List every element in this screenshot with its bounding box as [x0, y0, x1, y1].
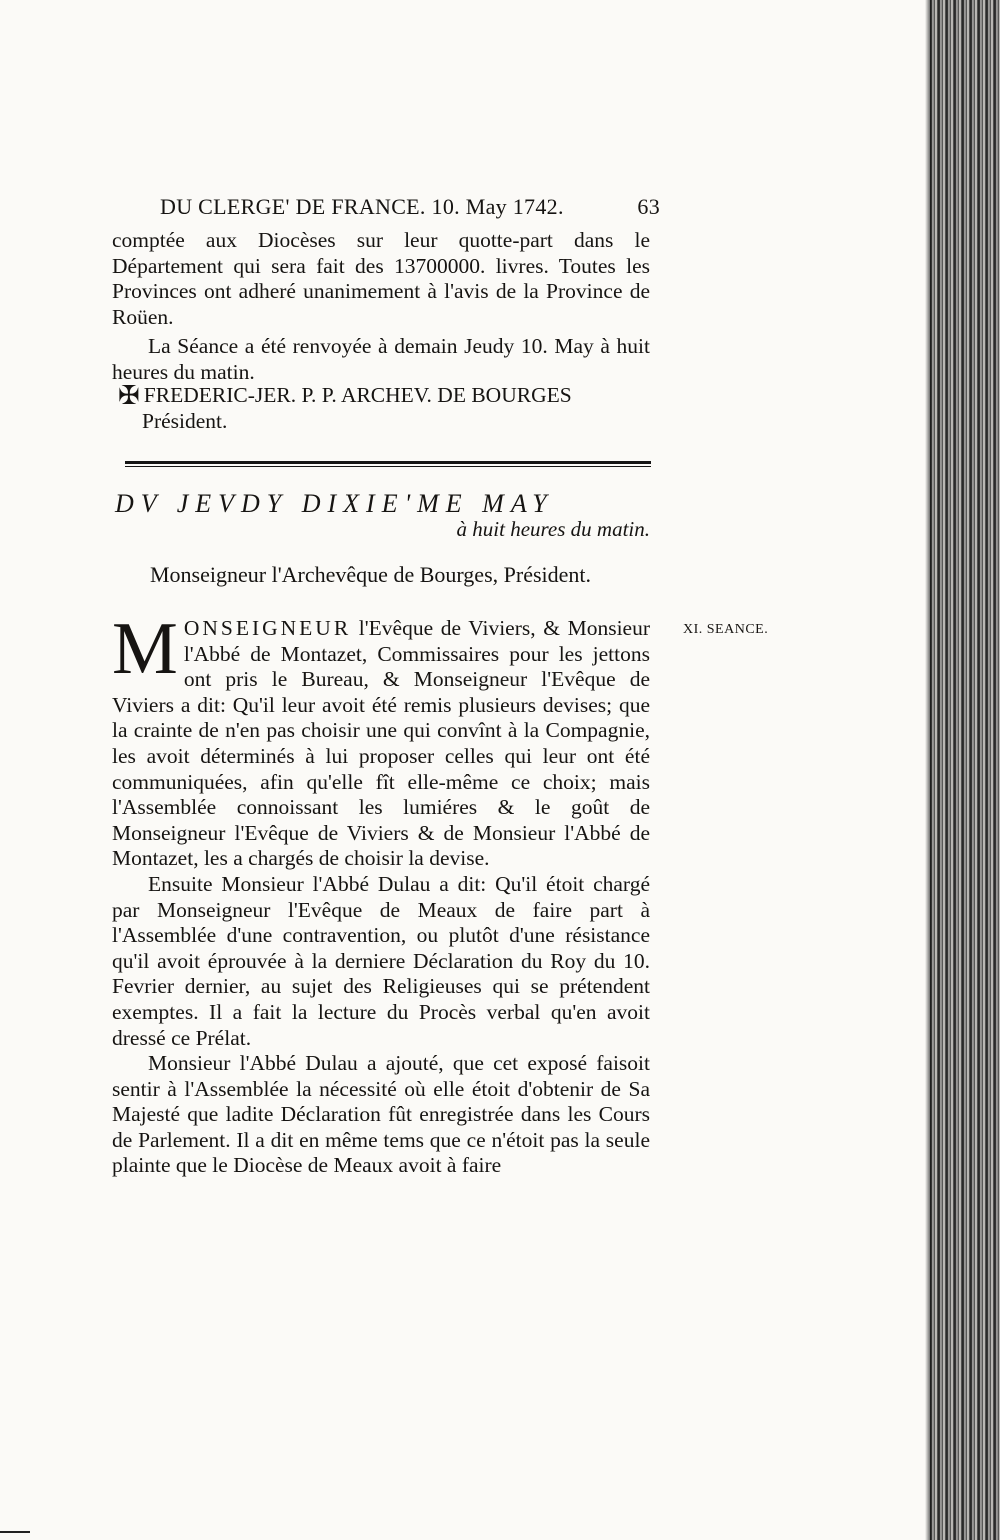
- session-heading: DV JEVDY DIXIE'ME MAY: [115, 489, 554, 518]
- session-body: [112, 608, 651, 1179]
- body-paragraph-3: Monsieur l'Abbé Dulau a ajouté, que cet exposé faisoit sentir à l'Assemblée la nécessité où elle étoit d'obtenir de Sa Majesté que ladite Déclaration fût enregistrée dans les Cours de Parlement. Il a dit en même tems que ce n'étoit pas la seule plainte que le Diocèse de Meaux avoit à faire: [112, 1051, 650, 1178]
- margin-note: XI. SEANCE.: [683, 622, 769, 637]
- running-head: [160, 194, 660, 220]
- body-paragraph-2: Ensuite Monsieur l'Abbé Dulau a dit: Qu'il étoit chargé par Monseigneur l'Evêque de Meaux de faire part à l'Assemblée d'une contravention, ou plutôt d'une résistance qu'il avoit éprouvée à la derniere Déclaration du Roy du 10. Fevrier dernier, au sujet des Religieuses qui se prétendent exemptes. Il a fait la lecture du Procès verbal qu'en avoit dressé ce Prélat.: [112, 871, 650, 1050]
- signature-role: Président.: [142, 408, 228, 433]
- first-word: ONSEIGNEUR: [183, 616, 352, 640]
- page-number: 63: [637, 194, 660, 219]
- signature-name: FREDERIC-JER. P. P. ARCHEV. DE BOURGES: [143, 383, 572, 407]
- adjournment-paragraph: La Séance a été renvoyée à demain Jeudy 10. May à huit heures du matin.: [112, 334, 650, 384]
- maltese-cross-icon: ✠: [118, 380, 140, 410]
- section-divider-thin: [125, 466, 651, 467]
- running-head-title: DU CLERGE' DE FRANCE. 10. May 1742.: [160, 194, 564, 219]
- corner-mark: [0, 1531, 30, 1533]
- presidency-line: Monseigneur l'Archevêque de Bourges, Président.: [150, 562, 592, 587]
- book-fore-edge: [930, 0, 1000, 1540]
- signature-block: [118, 380, 678, 434]
- continuation-text: [112, 228, 650, 386]
- paragraph-1-text: l'Evêque de Viviers, & Monsieur l'Abbé de Montazet, Commissaires pour les jettons ont pris le Bureau, & Monseigneur l'Evêque de Viviers a dit: Qu'il leur avoit été remis plusieurs devises; que la crainte de n'en pas choisir une qui convînt à la Compagnie, les avoit déterminés à lui proposer celles qui leur ont été communiquées, afin qu'elle fît elle-même ce choix; mais l'Assemblée connoissant les lumiéres & le goût de Monseigneur l'Evêque de Viviers & de Monsieur l'Abbé de Montazet, les a chargés de choisir la devise.: [112, 616, 651, 871]
- session-subheading: à huit heures du matin.: [456, 517, 650, 541]
- section-divider-thick: [125, 461, 651, 464]
- top-paragraph: comptée aux Diocèses sur leur quotte-part dans le Département qui sera fait des 13700000. livres. Toutes les Provinces ont adheré unanimement à l'avis de la Province de Roüen.: [112, 228, 650, 329]
- body-paragraph-1: [112, 608, 651, 872]
- drop-cap: M: [112, 608, 178, 690]
